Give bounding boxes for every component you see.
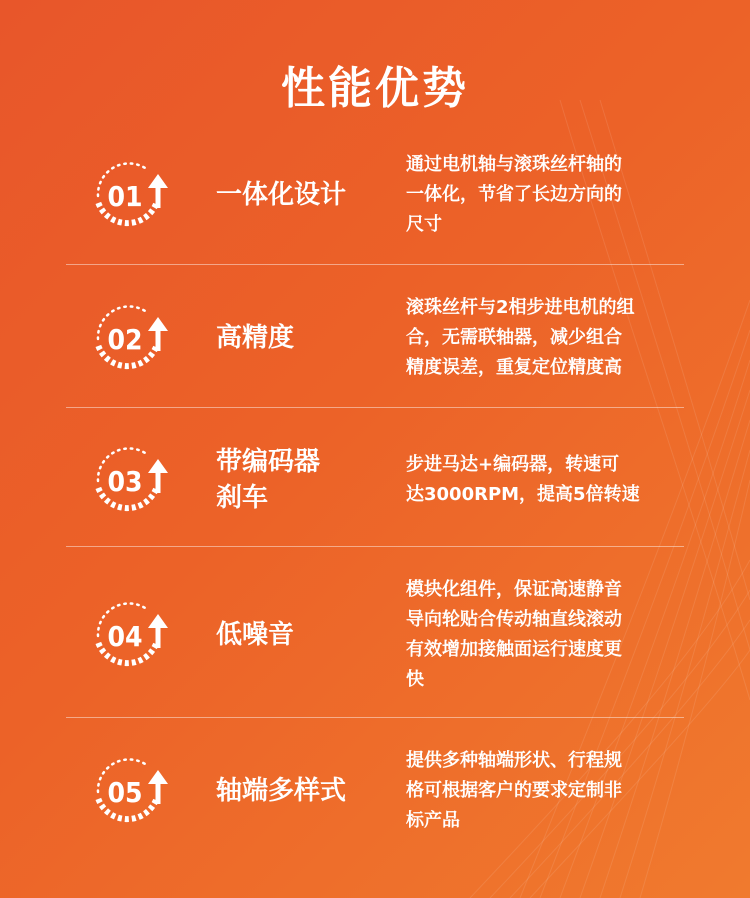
feature-description-line: 格可根据客户的要求定制非: [406, 779, 622, 801]
badge-number: 04: [107, 619, 143, 653]
feature-row-01: [66, 125, 684, 265]
row-divider: [66, 546, 684, 547]
feature-title: [216, 177, 346, 213]
circular-arrow-icon: [86, 295, 172, 381]
feature-row-02: [66, 268, 684, 408]
feature-badge: [86, 748, 172, 834]
feature-title: [216, 320, 294, 356]
feature-badge: [86, 592, 172, 678]
feature-title-line: 轴端多样式: [216, 775, 347, 806]
feature-description-line: 导向轮贴合传动轴直线滚动: [406, 608, 622, 630]
feature-description-line: 合，无需联轴器，减少组合: [406, 327, 622, 348]
feature-title-line: 刹车: [216, 483, 269, 513]
feature-description-line: 通过电机轴与滚珠丝杆轴的: [406, 154, 622, 175]
feature-description-line: 步进马达+编码器，转速可: [406, 454, 620, 475]
feature-description-line: 快: [406, 668, 424, 690]
feature-description-line: 精度误差，重复定位精度高: [406, 357, 622, 378]
feature-description: [406, 575, 686, 695]
feature-description-line: 尺寸: [406, 214, 442, 235]
page-title: 性能优势: [281, 63, 469, 114]
feature-title-line: 带编码器: [216, 447, 321, 477]
feature-title: [216, 617, 294, 653]
feature-row-04: [66, 552, 684, 717]
feature-description-line: 滚珠丝杆与2相步进电机的组: [406, 297, 635, 318]
badge-number: 03: [107, 465, 143, 498]
feature-description-line: 一体化，节省了长边方向的: [406, 184, 622, 205]
feature-description-line: 提供多种轴端形状、行程规: [406, 749, 622, 771]
feature-title-line: 低噪音: [216, 619, 295, 650]
feature-description: [406, 293, 686, 383]
feature-badge: [86, 152, 172, 238]
feature-description-line: 达3000RPM，提高5倍转速: [406, 484, 640, 505]
feature-description-line: 模块化组件，保证高速静音: [406, 578, 622, 600]
feature-description-line: 标产品: [406, 809, 460, 831]
badge-number: 05: [107, 775, 143, 809]
circular-arrow-icon: [86, 152, 172, 238]
feature-title-line: 高精度: [216, 323, 295, 353]
badge-number: 01: [107, 180, 143, 213]
row-divider: [66, 407, 684, 408]
feature-title: [216, 773, 346, 809]
feature-badge: [86, 437, 172, 523]
circular-arrow-icon: [86, 748, 172, 834]
feature-description-line: 有效增加接触面运行速度更: [406, 638, 622, 660]
row-divider: [66, 717, 684, 718]
feature-description: [406, 746, 686, 836]
feature-title: [216, 444, 320, 516]
feature-description: [406, 150, 686, 240]
circular-arrow-icon: [86, 437, 172, 523]
feature-row-05: [66, 718, 684, 863]
circular-arrow-icon: [86, 592, 172, 678]
badge-number: 02: [107, 323, 143, 356]
feature-badge: [86, 295, 172, 381]
feature-row-03: [66, 410, 684, 550]
row-divider: [66, 264, 684, 265]
feature-title-line: 一体化设计: [216, 180, 347, 210]
feature-description: [406, 450, 686, 510]
